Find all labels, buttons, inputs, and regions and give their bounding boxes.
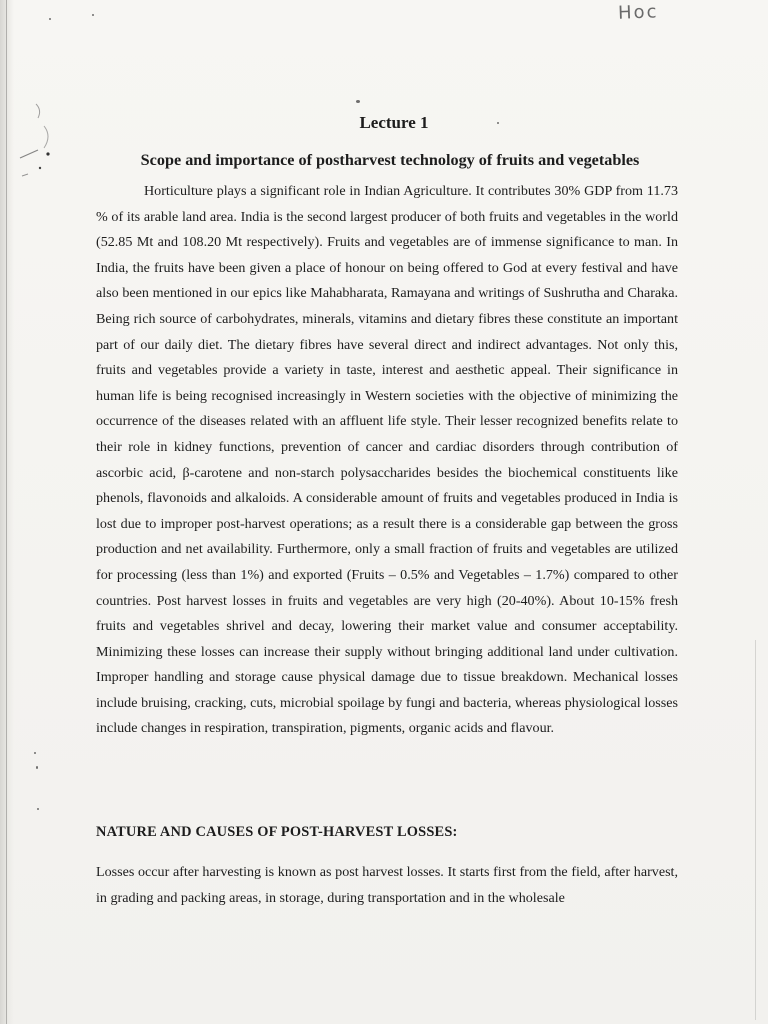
- scan-speck: [34, 752, 36, 754]
- lecture-label: Lecture 1: [359, 113, 429, 132]
- intro-paragraph-text: Horticulture plays a significant role in Indian Agriculture. It contributes 30% GDP from 11.73 % of its arable land area. India is the second largest producer of both fruits and vegetables in the world (52.85 Mt and 108.20 Mt respectively). Fruits and vegetables are of immense significance to man. In India, the fruits have been given a place of honour on being offered to God at every festival and have also been mentioned in our epics like Mahabharata, Ramayana and writings of Sushrutha and Charaka. Being rich source of carbohydrates, minerals, vitamins and dietary fibres these constitute an important part of our daily diet. The dietary fibres have several direct and indirect advantages. Not only this, fruits and vegetables provide a variety in taste, interest and aesthetic appeal. Their significance in human life is being recognised increasingly in Western societies with the objective of minimizing the occurrence of the diseases related with an affluent life style. Their lesser recognized benefits relate to their role in kidney functions, prevention of cancer and cardiac disorders through contribution of ascorbic acid, β-carotene and non-starch polysaccharides besides the biochemical constituents like phenols, flavonoids and alkaloids. A considerable amount of fruits and vegetables produced in India is lost due to improper post-harvest operations; as a result there is a considerable gap between the gross production and net availability. Furthermore, only a small fraction of fruits and vegetables are utilized for processing (less than 1%) and exported (Fruits – 0.5% and Vegetables – 1.7%) compared to other countries. Post harvest losses in fruits and vegetables are very high (20-40%). About 10-15% fresh fruits and vegetables shrivel and decay, lowering their market value and consumer acceptability. Minimizing these losses can increase their supply without bringing additional land under cultivation. Improper handling and storage cause physical damage due to tissue breakdown. Mechanical losses include bruising, cracking, cuts, microbial spoilage by fungi and bacteria, whereas physiological losses include changes in respiration, transpiration, pigments, organic acids and flavour.: [96, 183, 678, 737]
- losses-paragraph-text: Losses occur after harvesting is known as post harvest losses. It starts first from the field, after harvest, in grading and packing areas, in storage, during transportation and in the wholesale: [96, 864, 678, 906]
- intro-paragraph: [96, 179, 678, 742]
- losses-paragraph: [96, 859, 678, 911]
- scan-speck: [37, 808, 39, 810]
- scan-speck: [92, 14, 94, 16]
- section-heading: NATURE AND CAUSES OF POST-HARVEST LOSSES:: [96, 824, 458, 840]
- page-title: Scope and importance of postharvest technology of fruits and vegetables: [140, 151, 640, 169]
- scan-speck: [356, 100, 360, 103]
- scan-speck: [36, 766, 38, 769]
- scan-speck: [49, 18, 51, 20]
- margin-pencil-marks: [14, 96, 64, 186]
- scan-edge-line: [755, 640, 756, 1020]
- corner-handwritten-note: Hoc: [617, 1, 659, 24]
